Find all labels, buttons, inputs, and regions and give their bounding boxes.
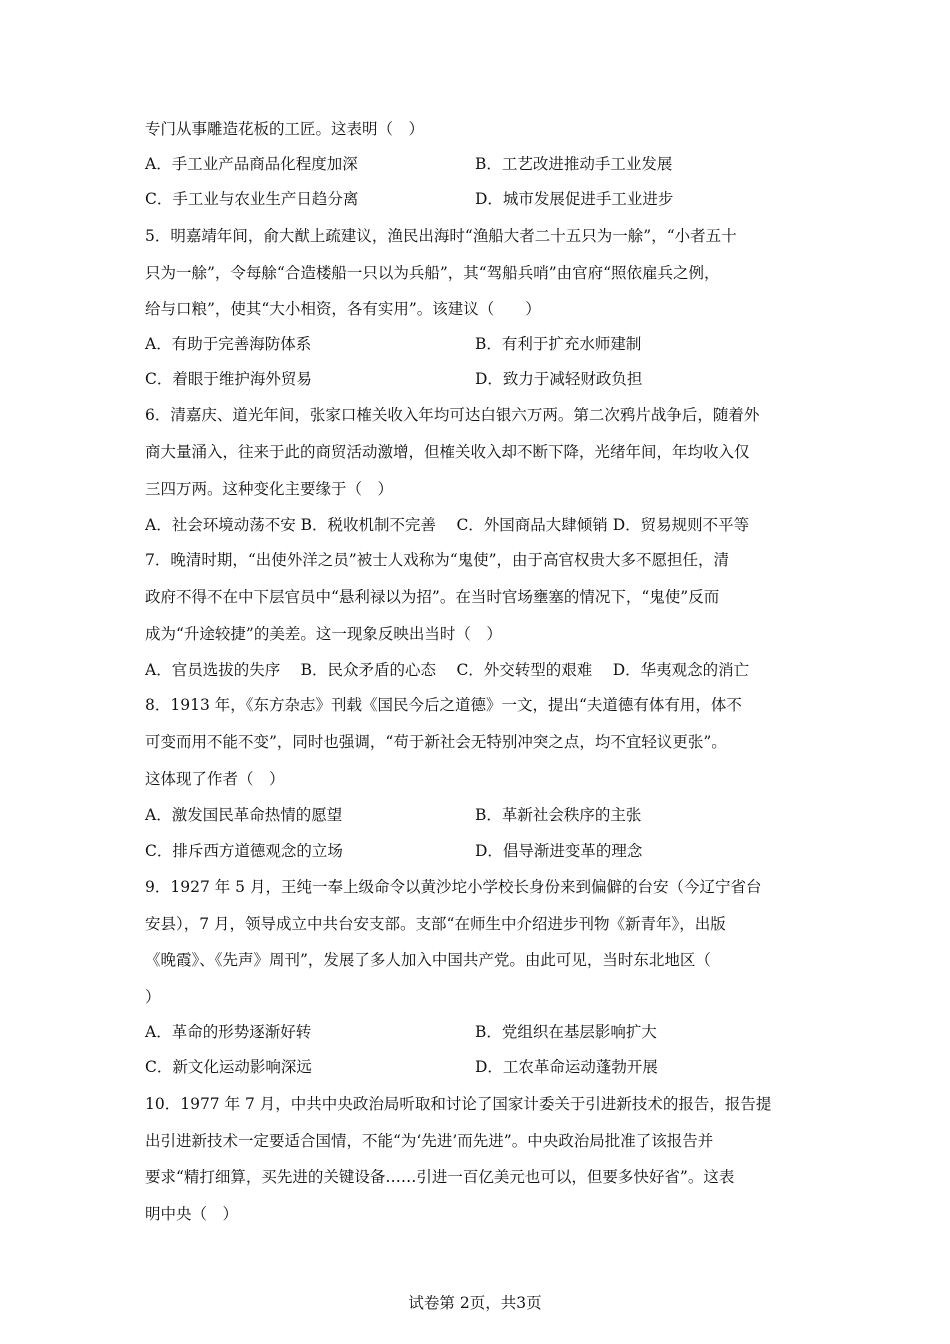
q10-stem-line-3: 要求“精打细算，买先进的关键设备……引进一百亿美元也可以，但要多快好省”。这表 xyxy=(145,1168,735,1186)
q5-stem-line-3: 给与口粮”，使其“大小相资，各有实用”。该建议（ ） xyxy=(145,300,541,318)
q4-stem-continuation: 专门从事雕造花板的工匠。这表明（ ） xyxy=(145,120,425,138)
q4-option-b: B．工艺改进推动手工业发展 xyxy=(475,155,673,173)
q9-stem-line-3: 《晚霞》、《先声》周刊”，发展了多人加入中国共产党。由此可见，当时东北地区（ xyxy=(145,951,711,969)
q9-option-a: A．革命的形势逐渐好转 xyxy=(145,1023,312,1041)
q8-stem-line-1: 8．1913 年，《东方杂志》刊载《国民今后之道德》一文，提出“夫道德有体有用，体不 xyxy=(145,696,742,714)
q8-option-a: A．激发国民革命热情的愿望 xyxy=(145,806,343,824)
q8-stem-line-3: 这体现了作者（ ） xyxy=(145,770,285,788)
q10-stem-line-1: 10．1977 年 7 月，中共中央政治局听取和讨论了国家计委关于引进新技术的报告，报告提 xyxy=(145,1095,772,1113)
q7-stem-line-3: 成为“升途较捷”的美差。这一现象反映出当时（ ） xyxy=(145,625,502,643)
q8-option-d: D．倡导渐进变革的理念 xyxy=(475,842,643,860)
q9-option-c: C．新文化运动影响深远 xyxy=(145,1058,312,1076)
q10-stem-line-2: 出引进新技术一定要适合国情，不能“为‘先进’而先进”。中央政治局批准了该报告并 xyxy=(145,1132,714,1150)
q9-stem-line-1: 9．1927 年 5 月，王纯一奉上级命令以黄沙坨小学校长身份来到偏僻的台安（今辽宁省台 xyxy=(145,878,762,896)
q4-option-c: C．手工业与农业生产日趋分离 xyxy=(145,190,359,208)
q10-stem-line-4: 明中央（ ） xyxy=(145,1205,239,1223)
q6-stem-line-3: 三四万两。这种变化主要缘于（ ） xyxy=(145,480,394,498)
q8-option-c: C．排斥西方道德观念的立场 xyxy=(145,842,343,860)
q9-stem-line-2: 安县），7 月，领导成立中共台安支部。支部“在师生中介绍进步刊物《新青年》，出版 xyxy=(145,915,726,933)
q9-stem-line-4: ） xyxy=(145,988,161,1006)
q5-option-b: B．有利于扩充水师建制 xyxy=(475,335,642,353)
q8-option-b: B．革新社会秩序的主张 xyxy=(475,806,642,824)
q5-option-a: A．有助于完善海防体系 xyxy=(145,335,312,353)
page-footer: 试卷第 2页，共3页 xyxy=(408,1294,542,1312)
q4-option-d: D．城市发展促进手工业进步 xyxy=(475,190,674,208)
q5-stem-line-1: 5．明嘉靖年间，俞大猷上疏建议，渔民出海时“渔船大者二十五只为一艅”，“小者五十 xyxy=(145,227,737,245)
q8-stem-line-2: 可变而用不能不变”，同时也强调，“苟于新社会无特别冲突之点，均不宜轻议更张”。 xyxy=(145,733,727,751)
q5-stem-line-2: 只为一艅”，令每艅“合造楼船一只以为兵船”，其“驾船兵哨”由官府“照依雇兵之例， xyxy=(145,264,720,282)
q5-option-d: D．致力于减轻财政负担 xyxy=(475,370,643,388)
q7-stem-line-1: 7．晚清时期，“出使外洋之员”被士人戏称为“鬼使”，由于高官权贵大多不愿担任，清 xyxy=(145,551,730,569)
q9-option-b: B．党组织在基层影响扩大 xyxy=(475,1023,657,1041)
q6-stem-line-2: 商大量涌入，往来于此的商贸活动激增，但榷关收入却不断下降，光绪年间，年均收入仅 xyxy=(145,443,750,461)
q7-stem-line-2: 政府不得不在中下层官员中“悬利禄以为招”。在当时官场壅塞的情况下，“鬼使”反而 xyxy=(145,588,720,606)
q5-option-c: C．着眼于维护海外贸易 xyxy=(145,370,312,388)
q9-option-d: D．工农革命运动蓬勃开展 xyxy=(475,1058,658,1076)
q7-options: A．官员选拔的失序 B．民众矛盾的心态 C．外交转型的艰难 D．华夷观念的消亡 xyxy=(145,661,750,679)
q6-stem-line-1: 6．清嘉庆、道光年间，张家口榷关收入年均可达白银六万两。第二次鸦片战争后，随着外 xyxy=(145,406,760,424)
q6-options: A．社会环境动荡不安 B．税收机制不完善 C．外国商品大肆倾销 D．贸易规则不平等 xyxy=(145,516,750,534)
q4-option-a: A．手工业产品商品化程度加深 xyxy=(145,155,358,173)
